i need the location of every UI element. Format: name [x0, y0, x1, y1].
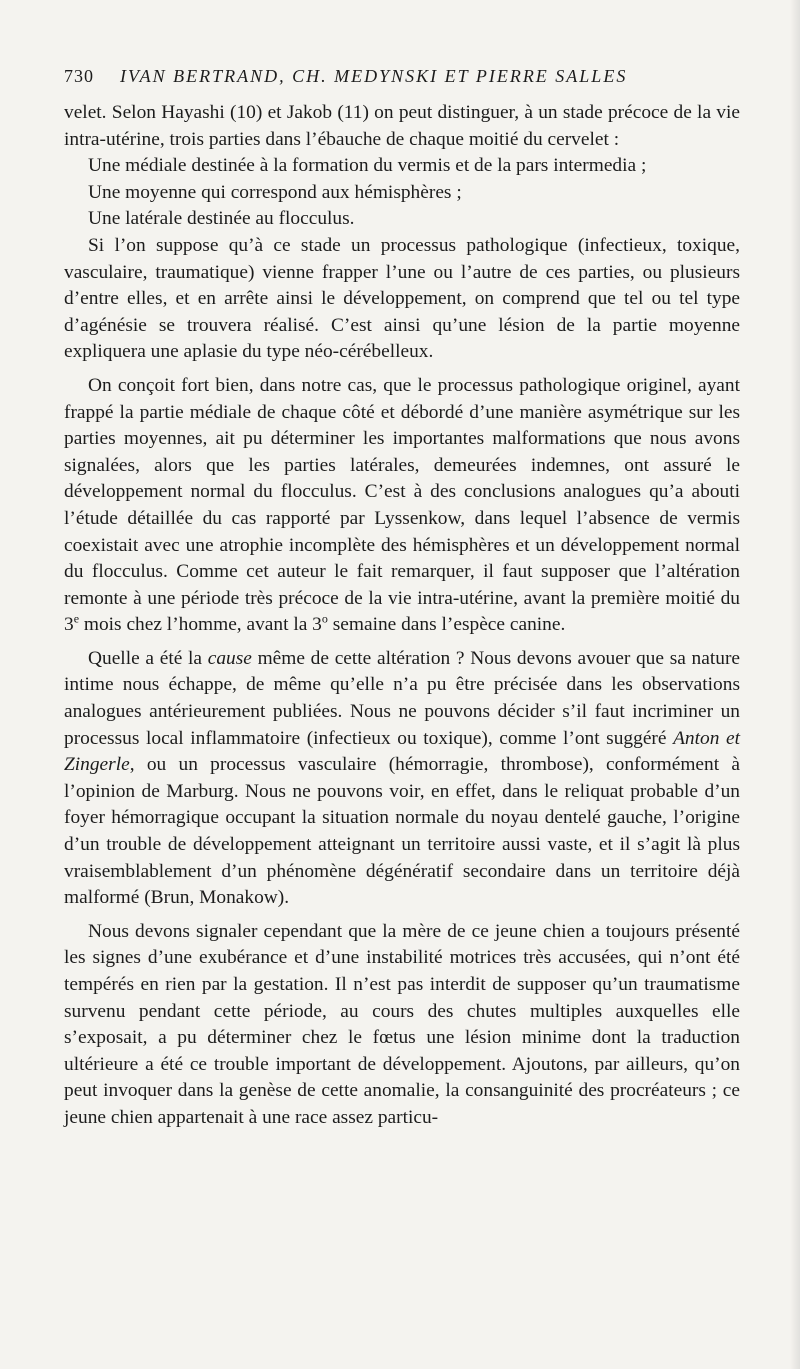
- superscript-e: e: [73, 611, 80, 626]
- paragraph-7-part-b: même de cette altération ? Nous devons avouer que sa nature intime nous échappe, de même qu’elle n’a pu être précisée dans les observations analogues antérieurement publiées. Nous ne pouvons décider s’il faut incriminer un processus local inflammatoire (infectieux ou toxique), comme l’ont suggéré: [64, 647, 741, 749]
- paragraph-5: Si l’on suppose qu’à ce stade un processus pathologique (infectieux, toxique, vasculaire, traumatique) vienne frapper l’une ou l’autre de ces parties, ou plusieurs d’entre elles, et en arrête ainsi le développement, on comprend que tel ou tel type d’agénésie se trouvera réalisé. C’est ainsi qu’une lésion de la partie moyenne expliquera une aplasie du type néo-cérébelleux.: [64, 234, 740, 363]
- paragraph-8: Nous devons signaler cependant que la mère de ce jeune chien a toujours présenté les signes d’une exubérance et d’une instabilité motrices très accusées, qui n’ont été tempérés en rien par la gestation. Il n’est pas interdit de supposer qu’un traumatisme survenu pendant cette période, au cours des chutes multiples auxquelles elle s’exposait, a pu déterminer chez le fœtus une lésion minime dont la traduction ultérieure a été ce trouble important de développement. Ajoutons, par ailleurs, qu’on peut invoquer dans la genèse de cette anomalie, la consanguinité des procréateurs ; ce jeune chien appartenait à une race assez particu-: [64, 920, 740, 1128]
- body-text: [64, 100, 740, 1132]
- paragraph-7-part-a: Quelle a été la: [88, 647, 208, 669]
- page: [64, 66, 740, 1139]
- paragraph-4: Une latérale destinée au flocculus.: [88, 208, 355, 230]
- paragraph-1: velet. Selon Hayashi (10) et Jakob (11) on peut distinguer, à un stade précoce de la vie intra-utérine, trois parties dans l’ébauche de chaque moitié du cervelet :: [64, 102, 740, 150]
- paragraph-7: [64, 646, 740, 912]
- page-edge-shadow: [790, 0, 800, 1369]
- paragraph-3: Une moyenne qui correspond aux hémisphères ;: [88, 181, 462, 203]
- paragraph-2: Une médiale destinée à la formation du vermis et de la pars intermedia ;: [88, 155, 647, 177]
- italic-cause: cause: [207, 647, 252, 669]
- running-title: IVAN BERTRAND, CH. MEDYNSKI ET PIERRE SALLES: [120, 66, 628, 86]
- paragraph-6-part-a: On conçoit fort bien, dans notre cas, que le processus pathologique originel, ayant frappé la partie médiale de chaque côté et débordé d’une manière asymétrique sur les parties moyennes, ait pu déterminer les importantes malformations que nous avons signalées, alors que les parties latérales, demeurées indemnes, ont assuré le développement normal du flocculus. C’est à des conclusions analogues qu’a abouti l’étude détaillée du cas rapporté par Lyssenkow, dans lequel l’absence de vermis coexistait avec une atrophie incomplète des hémisphères et un développement normal du flocculus. Comme cet auteur le fait remarquer, il faut supposer que l’altération remonte à une période très précoce de la vie intra-utérine, avant la première moitié du 3: [64, 374, 740, 636]
- running-header: [64, 66, 740, 100]
- paragraph-6-part-b: mois chez l’homme, avant la 3: [79, 614, 322, 636]
- italic-authors: Anton et Zingerle: [64, 727, 740, 776]
- superscript-o: o: [321, 611, 328, 626]
- page-number: 730: [64, 66, 94, 86]
- paragraph-7-part-c: , ou un processus vasculaire (hémorragie, thrombose), conformément à l’opinion de Marburg. Nous ne pouvons voir, en effet, dans le reliquat probable d’un foyer hémorragique occupant la situation normale du noyau dentelé gauche, l’origine d’un trouble de développement atteignant un territoire aussi vaste, et il s’agit là plus vraisemblablement d’un phénomène dégénératif secondaire dans un territoire déjà malformé (Brun, Monakow).: [64, 754, 740, 909]
- paragraph-6-part-c: semaine dans l’espèce canine.: [327, 614, 566, 636]
- paragraph-6: [64, 373, 740, 639]
